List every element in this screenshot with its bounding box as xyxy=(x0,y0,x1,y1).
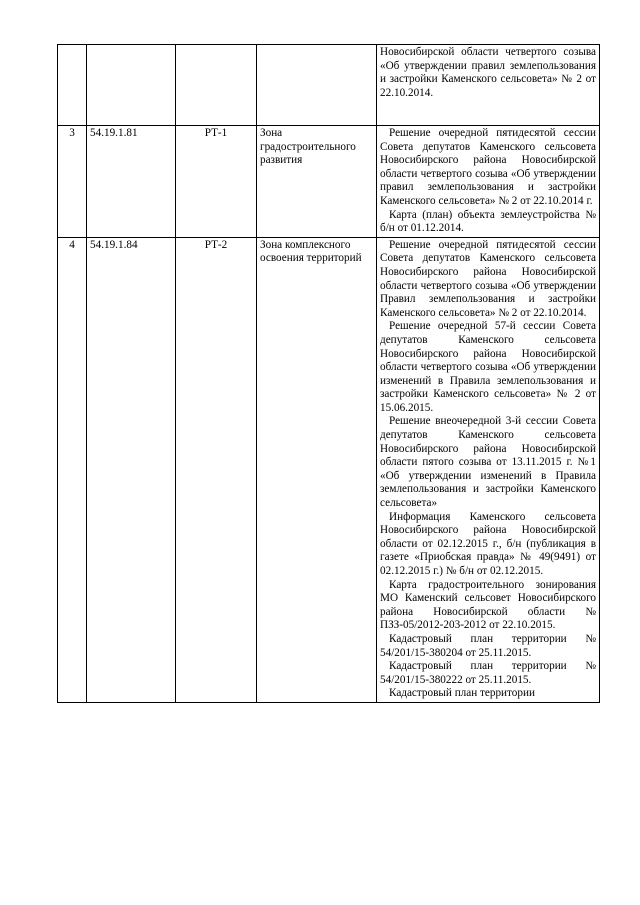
zones-table xyxy=(57,44,600,703)
documents-cell xyxy=(377,45,600,126)
document-entry: Кадастровый план территории № 54/201/15-380222 от 25.11.2015. xyxy=(380,660,596,686)
row-number-cell xyxy=(58,45,87,126)
document-entry: Кадастровый план территории xyxy=(389,687,535,700)
document-entry: Новосибирской области четвертого созыва «Об утверждении правил землепользования и застройки Каменского сельсовета» № 2 от 22.10.2014. xyxy=(380,46,596,99)
document-entry: Карта градостроительного зонирования МО Каменский сельсовет Новосибирского района Новосибирской области № ПЗЗ-05/2012-203-2012 от 22.10.2015. xyxy=(380,578,596,632)
document-entry: Решение очередной пятидесятой сессии Совета депутатов Каменского сельсовета Новосибирского района Новосибирской области четвертого созыва «Об утверждении правил землепользования и застройки Каменского сельсовета» № 2 от 22.10.2014 г. xyxy=(380,127,596,207)
zone-index-cell: РТ-1 xyxy=(176,126,257,238)
zone-name-cell xyxy=(257,45,377,126)
zone-index-cell: РТ-2 xyxy=(176,237,257,702)
zone-code-cell: 54.19.1.84 xyxy=(87,237,176,702)
table-row xyxy=(58,45,600,126)
zone-name-cell: Зона комплексного освоения территорий xyxy=(257,237,377,702)
document-entry: Решение очередной 57-й сессии Совета депутатов Каменского сельсовета Новосибирского района Новосибирской области четвертого созыва «Об утверждении изменений в Правила землепользования и застройки Каменского сельсовета» № 2 от 15.06.2015. xyxy=(380,320,596,414)
table-row xyxy=(58,126,600,238)
document-entry: Карта (план) объекта землеустройства № б/н от 01.12.2014. xyxy=(380,208,596,235)
document-entry: Информация Каменского сельсовета Новосибирского района Новосибирской области от 02.12.2015 г., б/н (публикация в газете «Приобская правда» № 49(9491) от 02.12.2015 г.) № б/н от 02.12.2015. xyxy=(380,510,596,577)
row-number-cell: 4 xyxy=(58,237,87,702)
zone-name-cell: Зона градостроительного развития xyxy=(257,126,377,238)
table-row xyxy=(58,237,600,702)
documents-cell xyxy=(377,237,600,702)
document-entry: Решение внеочередной 3-й сессии Совета депутатов Каменского сельсовета Новосибирского района Новосибирской области пятого созыва от 13.11.2015 г. №1 «Об утверждении изменений в Правила землепользования и застройки Каменского сельсовета» xyxy=(380,415,596,510)
document-entry: Кадастровый план территории № 54/201/15-380204 от 25.11.2015. xyxy=(380,632,596,659)
documents-cell xyxy=(377,126,600,238)
zone-code-cell: 54.19.1.81 xyxy=(87,126,176,238)
row-number-cell: 3 xyxy=(58,126,87,238)
zone-code-cell xyxy=(87,45,176,126)
zone-index-cell xyxy=(176,45,257,126)
document-entry: Решение очередной пятидесятой сессии Совета депутатов Каменского сельсовета Новосибирского района Новосибирской области четвертого созыва «Об утверждении Правил землепользования и застройки Каменского сельсовета» № 2 от 22.10.2014. xyxy=(380,238,596,319)
